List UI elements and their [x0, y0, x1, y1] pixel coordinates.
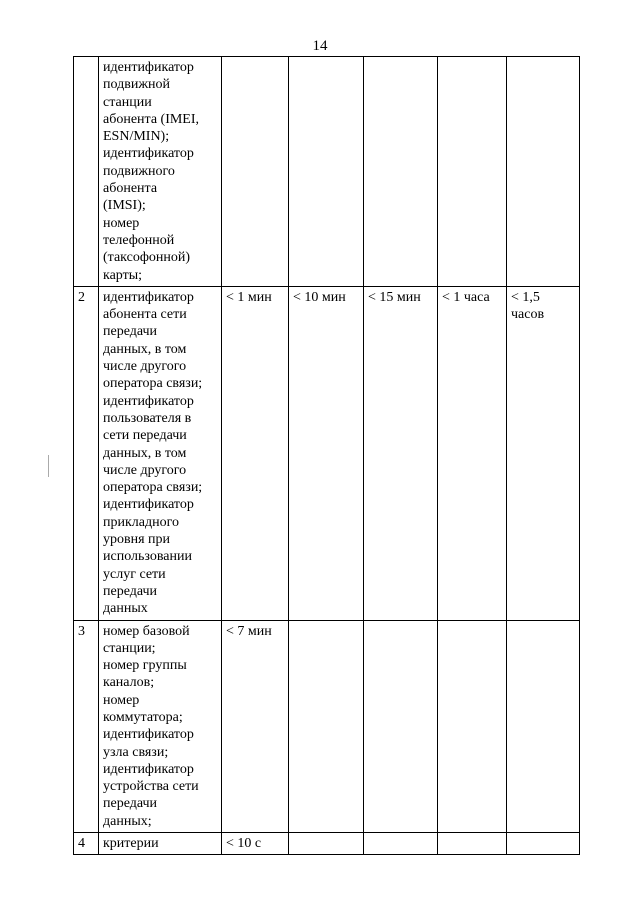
row-number: 3 [74, 620, 99, 833]
value-cell [289, 620, 364, 833]
value-cell: < 7 мин [222, 620, 289, 833]
value-cell: < 1 мин [222, 286, 289, 620]
value-cell [364, 620, 438, 833]
scan-margin-mark [48, 455, 49, 477]
table-row [74, 833, 580, 855]
row-description: номер базовой станции; номер группы каналов; номер коммутатора; идентификатор узла связи; идентификатор устройства сети передачи данных; [99, 620, 222, 833]
value-cell: < 15 мин [364, 286, 438, 620]
row-description: идентификатор абонента сети передачи данных, в том числе другого оператора связи; идентификатор пользователя в сети передачи данных, в том числе другого оператора связи; идентификатор прикладного уровня при использовании услуг сети передачи данных [99, 286, 222, 620]
value-cell: < 1 часа [438, 286, 507, 620]
row-number: 4 [74, 833, 99, 855]
table-row [74, 286, 580, 620]
value-cell [364, 57, 438, 287]
value-cell [438, 833, 507, 855]
value-cell [289, 833, 364, 855]
row-number [74, 57, 99, 287]
value-cell [222, 57, 289, 287]
row-description: идентификатор подвижной станции абонента (IMEI, ESN/MIN); идентификатор подвижного абонента (IMSI); номер телефонной (таксофонной) карты; [99, 57, 222, 287]
value-cell [364, 833, 438, 855]
value-cell [507, 620, 580, 833]
row-number: 2 [74, 286, 99, 620]
page-number: 14 [312, 38, 328, 54]
value-cell [438, 57, 507, 287]
value-cell: < 10 с [222, 833, 289, 855]
value-cell [507, 833, 580, 855]
value-cell: < 1,5 часов [507, 286, 580, 620]
row-description: критерии [99, 833, 222, 855]
value-cell [289, 57, 364, 287]
value-cell [507, 57, 580, 287]
value-cell [438, 620, 507, 833]
requirements-table [73, 56, 580, 855]
table-row [74, 620, 580, 833]
table-row [74, 57, 580, 287]
value-cell: < 10 мин [289, 286, 364, 620]
